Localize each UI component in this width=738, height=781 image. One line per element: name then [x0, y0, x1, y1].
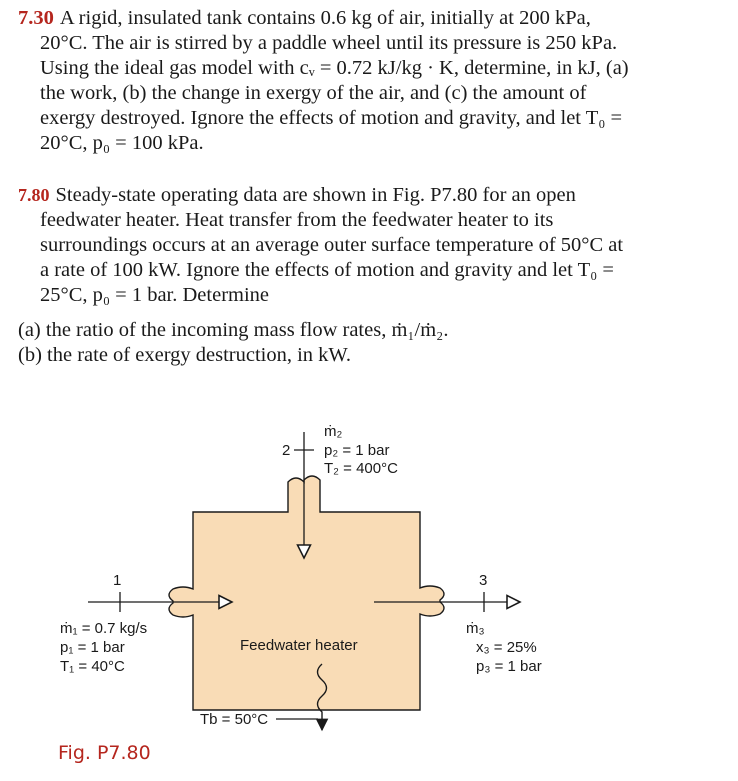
- state-2-pressure: p₂ = 1 bar: [324, 442, 390, 459]
- problem-text: A rigid, insulated tank contains 0.6 kg of air, initially at 200 kPa, 20°C. The air is stirred by a paddle wheel until its pressure is 250 kPa. Using the ideal gas model with cᵥ = 0.72 kJ/kg · K, determine, in kJ, (a) the work, (b) the change in exergy of the air, and (c) the amount of exergy destroyed. Ignore the effects of motion and gravity, and let T₀ = 20°C, p₀ = 100 kPa.: [40, 7, 629, 154]
- problem-number: 7.80: [18, 185, 50, 205]
- problem-number: 7.30: [18, 7, 54, 29]
- part-a: (a) the ratio of the incoming mass flow rates, ṁ₁/ṁ₂.: [18, 319, 449, 341]
- problem-parts: [18, 318, 628, 368]
- state-3-pressure: p₃ = 1 bar: [476, 658, 542, 675]
- problem-text: Steady-state operating data are shown in Fig. P7.80 for an open feedwater heater. Heat transfer from the feedwater heater to its surroundings occurs at an average outer surface temperature of 50°C at a rate of 100 kW. Ignore the effects of motion and gravity and let T₀ = 25°C, p₀ = 1 bar. Determine: [40, 184, 624, 306]
- state-2-mdot: ṁ₂: [324, 423, 343, 440]
- state-3-quality: x₃ = 25%: [476, 639, 537, 656]
- part-b: (b) the rate of exergy destruction, in kW.: [18, 344, 352, 366]
- problem-7-80: [18, 183, 628, 368]
- problem-7-30: [18, 6, 638, 156]
- state-1-number: 1: [113, 572, 122, 589]
- state-1-temperature: T₁ = 40°C: [60, 658, 125, 675]
- figure-caption: Fig. P7.80: [58, 742, 151, 764]
- state-1-pressure: p₁ = 1 bar: [60, 639, 125, 656]
- heater-body: [169, 476, 444, 710]
- heater-label: Feedwater heater: [240, 637, 358, 654]
- state-3-mdot: ṁ₃: [466, 620, 485, 637]
- state-3-number: 3: [479, 572, 488, 589]
- surface-temperature: Tb = 50°C: [200, 711, 269, 728]
- feedwater-heater-figure: [0, 410, 738, 781]
- state-2-temperature: T₂ = 400°C: [324, 460, 398, 477]
- state-2-number: 2: [282, 442, 291, 459]
- state-1-mdot: ṁ₁ = 0.7 kg/s: [60, 620, 148, 637]
